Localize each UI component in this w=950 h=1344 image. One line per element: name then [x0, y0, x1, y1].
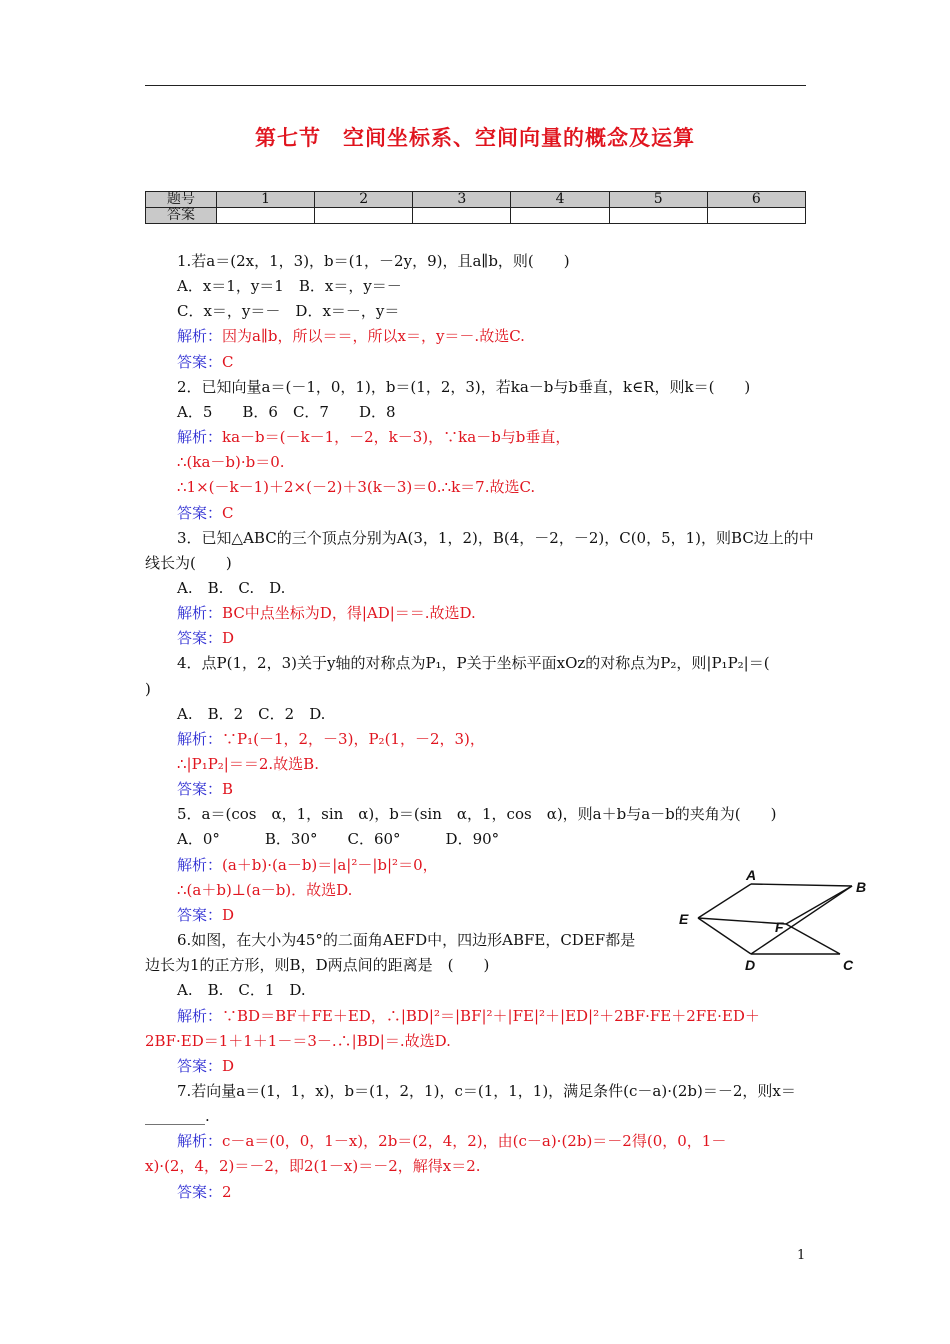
answer-table-number: 3 [413, 192, 511, 208]
line-text: ∴|P₁P₂|＝＝2.故选B. [177, 755, 319, 773]
line-text: 线长为( ) [145, 553, 232, 572]
line-text: 2BF·ED＝1＋1＋1－＝3－.∴|BD|＝.故选D. [145, 1031, 451, 1050]
answer-table-header-label: 题号 [146, 192, 217, 208]
question-line [145, 1156, 481, 1176]
figure-edge-EF [698, 918, 786, 924]
figure-label-C: C [843, 957, 854, 973]
answer-cell[interactable] [413, 208, 511, 224]
question-line [177, 829, 499, 849]
line-text: 7.若向量a＝(1，1，x)，b＝(1，2，1)，c＝(1，1，1)，满足条件(c－a)·(2b)＝－2，则x＝ [177, 1081, 796, 1100]
line-text: 3．已知△ABC的三个顶点分别为A(3，1，2)，B(4，－2，－2)，C(0，5，1)，则BC边上的中 [177, 528, 814, 547]
line-text: 2．已知向量a＝(－1，0，1)，b＝(1，2，3)，若ka－b与b垂直，k∈R，则k＝( ) [177, 377, 751, 396]
answer-table-header-row [146, 192, 806, 208]
figure-edge-DB [751, 886, 852, 954]
solution-line [177, 1006, 760, 1026]
line-label: 答案： [177, 629, 223, 648]
line-text: A．x＝1，y＝1 B．x＝，y＝－ [177, 277, 402, 296]
question-line [177, 653, 770, 673]
answer-table-number: 4 [511, 192, 609, 208]
figure-label-F: F [775, 919, 784, 935]
line-label: 解析： [177, 855, 223, 874]
question-line [145, 553, 232, 573]
answer-line [177, 1056, 234, 1076]
figure-edge-AB [751, 884, 852, 886]
question-line [145, 1106, 210, 1126]
line-text: 5．a＝(cos α，1，sin α)，b＝(sin α，1，cos α)，则a＋b与a－b的夹角为( ) [177, 805, 777, 824]
question-line [177, 251, 570, 271]
answer-line [177, 779, 233, 799]
line-text: D [222, 1056, 235, 1075]
figure-edge-ED [698, 918, 751, 954]
line-text: D [222, 629, 235, 648]
question-line [177, 452, 285, 472]
figure-label-D: D [745, 957, 756, 973]
question-line [177, 477, 535, 497]
solution-line [177, 1131, 726, 1151]
line-text: C [222, 352, 234, 371]
question-line [177, 1081, 796, 1101]
line-text: 4．点P(1，2，3)关于y轴的对称点为P₁，P关于坐标平面xOz的对称点为P₂，则|P₁P₂|＝( [177, 654, 770, 673]
question-line [145, 955, 489, 975]
answer-line [177, 905, 234, 925]
line-text: A. B. C. D. [177, 578, 286, 597]
line-text: 1.若a＝(2x，1，3)，b＝(1，－2y，9)，且a∥b，则( ) [177, 252, 570, 270]
line-text: 因为a∥b，所以＝＝，所以x＝，y＝－.故选C. [222, 327, 525, 346]
solution-line [177, 729, 485, 749]
line-text: ∴(a＋b)⊥(a－b)．故选D. [177, 880, 353, 899]
solution-line [177, 603, 476, 623]
line-text: D [222, 905, 235, 924]
question-line [177, 301, 399, 321]
question-line [145, 679, 151, 699]
line-text: A. B. C．1 D. [177, 981, 306, 1000]
line-text: C．x＝，y＝－ D．x＝－，y＝ [177, 302, 400, 321]
solution-line [177, 427, 570, 447]
figure-edge-EA [698, 884, 751, 918]
question-line [177, 804, 776, 824]
line-text: ∵P₁(－1，2，－3)，P₂(1，－2，3)， [222, 729, 485, 748]
answer-table-number: 1 [217, 192, 315, 208]
answer-table-number: 5 [609, 192, 707, 208]
question-line [145, 1031, 451, 1051]
line-label: 解析： [177, 428, 223, 447]
line-text: A. B．2 C．2 D. [177, 704, 326, 723]
line-label: 解析： [177, 729, 223, 748]
line-label: 答案： [177, 1182, 223, 1201]
line-text: C [222, 503, 234, 522]
answer-cell[interactable] [511, 208, 609, 224]
line-text: ) [145, 679, 151, 698]
line-text: c－a＝(0，0，1－x)，2b＝(2，4，2)，由(c－a)·(2b)＝－2得(0，0，1－ [222, 1132, 727, 1151]
figure-edge-CF [786, 924, 840, 954]
line-text: A．0° B．30° C．60° D．90° [177, 830, 500, 849]
line-label: 答案： [177, 352, 223, 371]
question-line [177, 402, 396, 422]
line-label: 解析： [177, 327, 223, 346]
line-text: ∵BD＝BF＋FE＋ED，∴|BD|²＝|BF|²＋|FE|²＋|ED|²＋2BF·FE＋2FE·ED＋ [222, 1006, 760, 1025]
figure-label-A: A [746, 867, 757, 883]
answer-cell[interactable] [315, 208, 413, 224]
line-text: 2 [222, 1182, 232, 1201]
figure-label-B: B [856, 879, 867, 895]
solution-line [177, 326, 525, 346]
answer-line [177, 352, 234, 372]
answer-line [177, 628, 234, 648]
line-text: x)·(2，4，2)＝－2，即2(1－x)＝－2，解得x＝2. [145, 1157, 481, 1176]
question-line [177, 578, 285, 598]
line-text: ________. [145, 1107, 210, 1126]
question-line [177, 880, 352, 900]
line-text: ∴1×(－k－1)＋2×(－2)＋3(k－3)＝0.∴k＝7.故选C. [177, 478, 536, 497]
answer-cell[interactable] [707, 208, 805, 224]
line-text: ∴(ka－b)·b＝0. [177, 453, 285, 472]
line-label: 答案： [177, 780, 223, 799]
page-number: 1 [797, 1248, 806, 1263]
question-line [177, 377, 750, 397]
question-line [177, 930, 635, 950]
figure-edge-BF [786, 886, 852, 924]
line-text: ka－b＝(－k－1，－2，k－3)，∵ka－b与b垂直， [222, 428, 571, 447]
line-label: 答案： [177, 503, 223, 522]
question-line [177, 528, 814, 548]
question-line [177, 980, 306, 1000]
page-title: 第七节 空间坐标系、空间向量的概念及运算 [255, 126, 695, 150]
question-line [177, 704, 325, 724]
answer-cell[interactable] [217, 208, 315, 224]
line-text: 边长为1的正方形，则B，D两点间的距离是 ( ) [145, 956, 490, 975]
answer-table-answer-label: 答案 [146, 208, 217, 224]
question-line [177, 276, 402, 296]
line-label: 解析： [177, 1006, 223, 1025]
answer-table-number: 6 [707, 192, 805, 208]
line-text: 6.如图，在大小为45°的二面角AEFD中，四边形ABFE，CDEF都是 [177, 931, 636, 950]
answer-line [177, 1182, 232, 1202]
answer-table [145, 191, 806, 224]
line-text: A．5 B．6 C．7 D．8 [177, 402, 396, 421]
top-rule [145, 85, 806, 86]
solution-line [177, 855, 438, 875]
line-text: B [222, 780, 234, 799]
dihedral-angle-figure [676, 866, 876, 976]
line-label: 解析： [177, 604, 223, 623]
question-line [177, 754, 319, 774]
answer-table-number: 2 [315, 192, 413, 208]
line-text: (a＋b)·(a－b)＝|a|²－|b|²＝0， [222, 855, 438, 874]
answer-table-answer-row [146, 208, 806, 224]
line-label: 答案： [177, 905, 223, 924]
answer-line [177, 503, 234, 523]
line-text: BC中点坐标为D，得|AD|＝＝.故选D. [222, 604, 476, 623]
line-label: 答案： [177, 1056, 223, 1075]
line-label: 解析： [177, 1132, 223, 1151]
figure-label-E: E [679, 911, 689, 927]
answer-cell[interactable] [609, 208, 707, 224]
